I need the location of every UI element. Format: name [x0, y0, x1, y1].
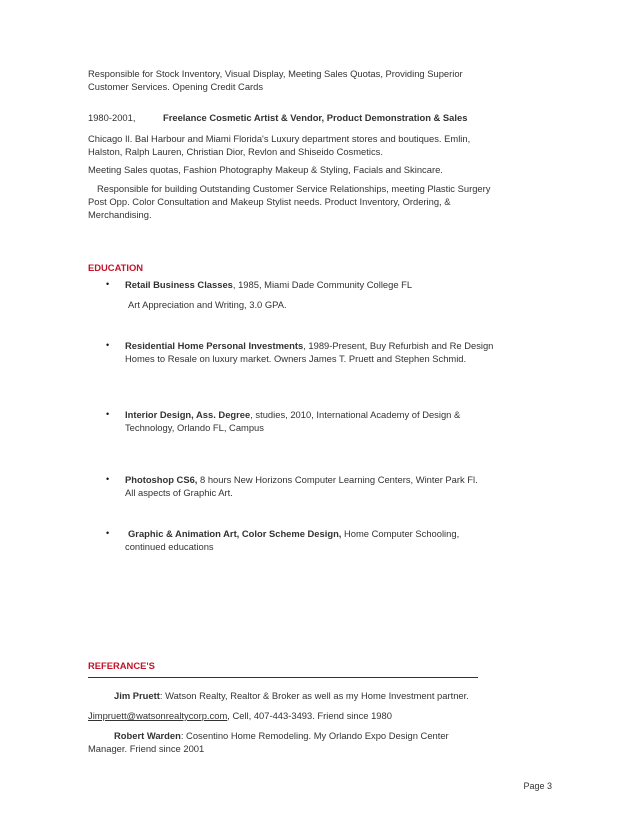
reference-1-contact: [88, 709, 558, 722]
references-heading: REFERANCE'S: [88, 660, 155, 671]
item-title: Photoshop CS6,: [125, 474, 198, 485]
places-line2: Halston, Ralph Lauren, Christian Dior, Revlon and Shiseido Cosmetics.: [88, 146, 383, 157]
item-detail: , studies, 2010, International Academy of Design &: [250, 409, 461, 420]
education-item: [106, 408, 526, 434]
bullet-icon: •: [106, 409, 110, 419]
places-line1: Chicago Il. Bal Harbour and Miami Florida's Luxury department stores and boutiques. Emlin,: [88, 133, 471, 144]
job-title: Freelance Cosmetic Artist & Vendor, Product Demonstration & Sales: [163, 112, 468, 123]
item-title: Residential Home Personal Investments: [125, 340, 304, 351]
resp2-line3: Merchandising.: [88, 209, 152, 220]
item-line2: Art Appreciation and Writing, 3.0 GPA.: [128, 299, 287, 310]
job-responsibilities: [88, 182, 558, 221]
item-title: Graphic & Animation Art, Color Scheme Design,: [128, 528, 342, 539]
ref1-contact: , Cell, 407-443-3493. Friend since 1980: [227, 710, 392, 721]
page-number: Page 3: [523, 781, 552, 791]
education-item: [106, 339, 526, 365]
education-heading: EDUCATION: [88, 262, 144, 273]
item-title: Interior Design, Ass. Degree: [125, 409, 251, 420]
item-line2: continued educations: [125, 541, 214, 552]
item-line2: Technology, Orlando FL, Campus: [125, 422, 264, 433]
item-detail: Home Computer Schooling,: [341, 528, 460, 539]
item-line2: All aspects of Graphic Art.: [125, 487, 233, 498]
item-detail: , 1985, Miami Dade Community College FL: [232, 279, 413, 290]
education-item: [106, 473, 526, 499]
ref1-name: Jim Pruett: [114, 690, 160, 701]
job-places: [88, 132, 558, 158]
education-item: [106, 527, 526, 553]
reference-1: [88, 689, 558, 702]
meeting-line: Meeting Sales quotas, Fashion Photography Makeup & Styling, Facials and Skincare.: [88, 164, 443, 175]
item-detail: 8 hours New Horizons Computer Learning Centers, Winter Park Fl.: [197, 474, 478, 485]
ref2-details: : Cosentino Home Remodeling. My Orlando Expo Design Center: [180, 730, 449, 741]
reference-2: [88, 729, 558, 755]
bullet-icon: •: [106, 340, 110, 350]
resp2-line1: Responsible for building Outstanding Customer Service Relationships, meeting Plastic Surgery: [97, 183, 491, 194]
bullet-icon: •: [106, 474, 110, 484]
ref1-details: : Watson Realty, Realtor & Broker as well as my Home Investment partner.: [159, 690, 469, 701]
resp1-line1: Responsible for Stock Inventory, Visual Display, Meeting Sales Quotas, Providing Superior: [88, 68, 463, 79]
item-line2: Homes to Resale on luxury market. Owners James T. Pruett and Stephen Schmid.: [125, 353, 467, 364]
job-meeting: [88, 163, 558, 176]
job-dates: 1980-2001,: [88, 112, 136, 123]
ref1-email-link[interactable]: Jimpruett@watsonrealtycorp.com: [88, 710, 228, 721]
divider-line: [88, 677, 478, 678]
ref2-line2: Manager. Friend since 2001: [88, 743, 205, 754]
bullet-icon: •: [106, 528, 110, 538]
bullet-icon: •: [106, 279, 110, 289]
ref2-name: Robert Warden: [114, 730, 181, 741]
item-title: Retail Business Classes: [125, 279, 233, 290]
education-item: [106, 278, 526, 311]
resp1-line2: Customer Services. Opening Credit Cards: [88, 81, 264, 92]
responsibilities-paragraph: [88, 67, 558, 93]
item-detail: , 1989-Present, Buy Refurbish and Re Design: [303, 340, 494, 351]
resp2-line2: Post Opp. Color Consultation and Makeup Stylist needs. Product Inventory, Ordering, &: [88, 196, 451, 207]
job-heading: [88, 111, 558, 124]
